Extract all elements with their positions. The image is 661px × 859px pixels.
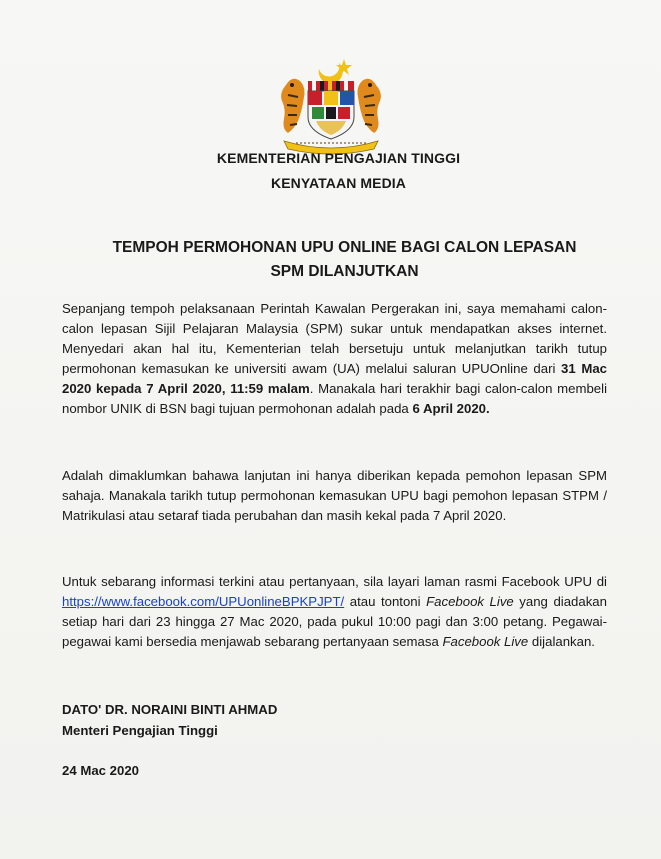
paragraph-1-text-b: . Manakala hari terakhir bagi calon-calon membeli nombor UNIK di BSN bagi tujuan permohonan adalah pada [62, 381, 607, 416]
paragraph-3-text-c: yang diadakan setiap hari dari 23 hingga 27 Mac 2020, pada pukul 10:00 pagi dan 3:00 petang. Pegawai-pegawai kami bersedia menjawab sebarang pertanyaan semasa [62, 594, 607, 649]
paragraph-2-text: Adalah dimaklumkan bahawa lanjutan ini hanya diberikan kepada pemohon lepasan SPM sahaja. Manakala tarikh tutup permohonan kemasukan UPU bagi pemohon lepasan STPM / Matrikulasi atau setaraf tiada perubahan dan masih kekal pada 7 April 2020. [62, 468, 607, 523]
facebook-live-label-2: Facebook Live [442, 634, 529, 649]
paragraph-3 [62, 572, 607, 652]
signatory-position: Menteri Pengajian Tinggi [62, 723, 218, 738]
release-date: 24 Mac 2020 [62, 763, 139, 778]
malaysia-coat-of-arms-icon [272, 55, 390, 155]
paragraph-1-text-a: Sepanjang tempoh pelaksanaan Perintah Kawalan Pergerakan ini, saya memahami calon-calon lepasan Sijil Pelajaran Malaysia (SPM) sukar untuk mendapatkan akses internet. Menyedari akan hal itu, Kementerian telah bersetuju untuk melanjutkan tarikh tutup permohonan kemasukan ke universiti awam (UA) melalui saluran UPUOnline dari [62, 301, 607, 376]
headline-line-2: SPM DILANJUTKAN [270, 263, 419, 280]
paragraph-3-text-d: dijalankan. [528, 634, 595, 649]
ministry-name: KEMENTERIAN PENGAJIAN TINGGI [216, 150, 461, 166]
unik-deadline: 6 April 2020. [412, 401, 490, 416]
paragraph-3-text-b: atau tontoni [344, 594, 427, 609]
extended-deadline: 31 Mac 2020 kepada 7 April 2020, 11:59 malam [62, 361, 607, 396]
facebook-page-link[interactable]: https://www.facebook.com/UPUonlineBPKPJPT/ [62, 594, 345, 609]
signatory-name: DATO' DR. NORAINI BINTI AHMAD [62, 702, 278, 717]
paragraph-2 [62, 466, 607, 526]
facebook-live-label-1: Facebook Live [426, 594, 514, 609]
headline-line-1: TEMPOH PERMOHONAN UPU ONLINE BAGI CALON LEPASAN [112, 239, 577, 256]
paragraph-3-text-a: Untuk sebarang informasi terkini atau pertanyaan, sila layari laman rasmi Facebook UPU di [62, 574, 607, 589]
paragraph-1 [62, 299, 607, 419]
document-type: KENYATAAN MEDIA [270, 175, 407, 191]
